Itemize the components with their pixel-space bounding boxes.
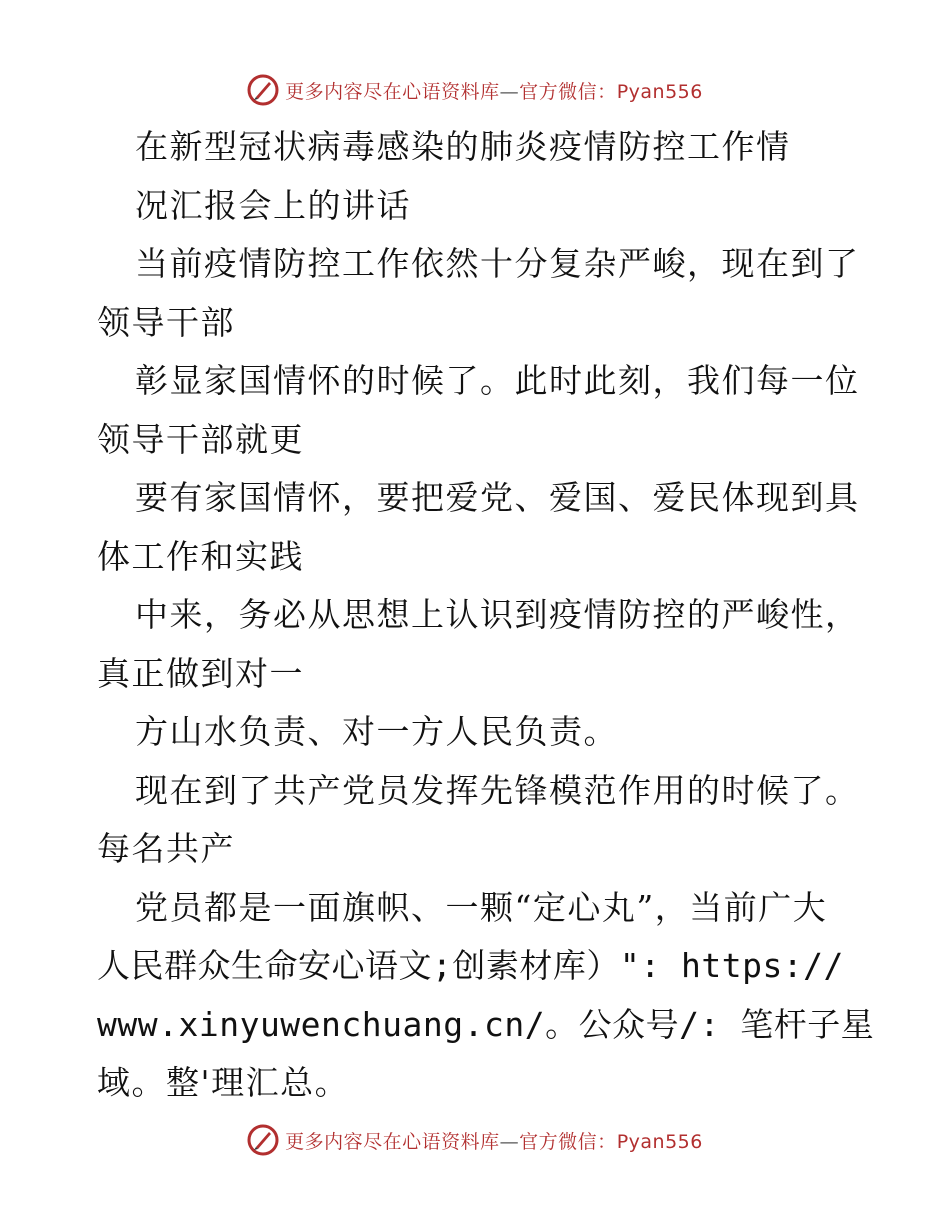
paragraph-line: 当前疫情防控工作依然十分复杂严峻，现在到了	[135, 244, 860, 283]
banner-site-name: 更多内容尽在心语资料库	[285, 80, 500, 103]
title-line-1: 在新型冠状病毒感染的肺炎疫情防控工作情	[135, 127, 791, 166]
paragraph-line: 现在到了共产党员发挥先锋模范作用的时候了。	[135, 770, 860, 810]
paragraph-line: 每名共产	[97, 829, 235, 868]
banner-wechat-label: 官方微信：	[519, 80, 617, 103]
paragraph-line: 人民群众生命安心语文;创素材库）": https://	[97, 946, 844, 985]
banner-site-name: 更多内容尽在心语资料库	[285, 1130, 500, 1153]
banner-wechat-label: 官方微信：	[519, 1130, 617, 1153]
banner-text	[285, 1127, 703, 1154]
header-banner	[0, 70, 950, 110]
paragraph-line: 要有家国情怀，要把爱党、爱国、爱民体现到具	[135, 478, 860, 517]
paragraph-line: 方山水负责、对一方人民负责。	[135, 712, 618, 751]
footer-banner	[0, 1120, 950, 1160]
quill-circle-logo-icon	[247, 74, 279, 106]
paragraph-line: 党员都是一面旗帜、一颗“定心丸”，当前广大	[135, 887, 828, 927]
paragraph-line: 彰显家国情怀的时候了。此时此刻，我们每一位	[135, 361, 860, 400]
title-line-2: 况汇报会上的讲话	[135, 185, 411, 225]
paragraph-line: 领导干部就更	[97, 419, 304, 459]
banner-separator: —	[499, 1130, 520, 1153]
banner-separator: —	[499, 80, 520, 103]
paragraph-line: 中来，务必从思想上认识到疫情防控的严峻性，	[135, 595, 860, 634]
paragraph-line: www.xinyuwenchuang.cn/。公众号/: 笔杆子星	[97, 1004, 875, 1044]
paragraph-line: 真正做到对一	[97, 653, 304, 693]
banner-text	[285, 77, 703, 104]
document-body	[97, 118, 875, 1113]
paragraph-line: 域。整'理汇总。	[97, 1063, 350, 1102]
banner-wechat-id: Pyan556	[616, 1130, 703, 1153]
quill-circle-logo-icon	[247, 1124, 279, 1156]
paragraph-line: 体工作和实践	[97, 536, 304, 576]
paragraph-line: 领导干部	[97, 302, 235, 342]
banner-wechat-id: Pyan556	[616, 80, 703, 103]
